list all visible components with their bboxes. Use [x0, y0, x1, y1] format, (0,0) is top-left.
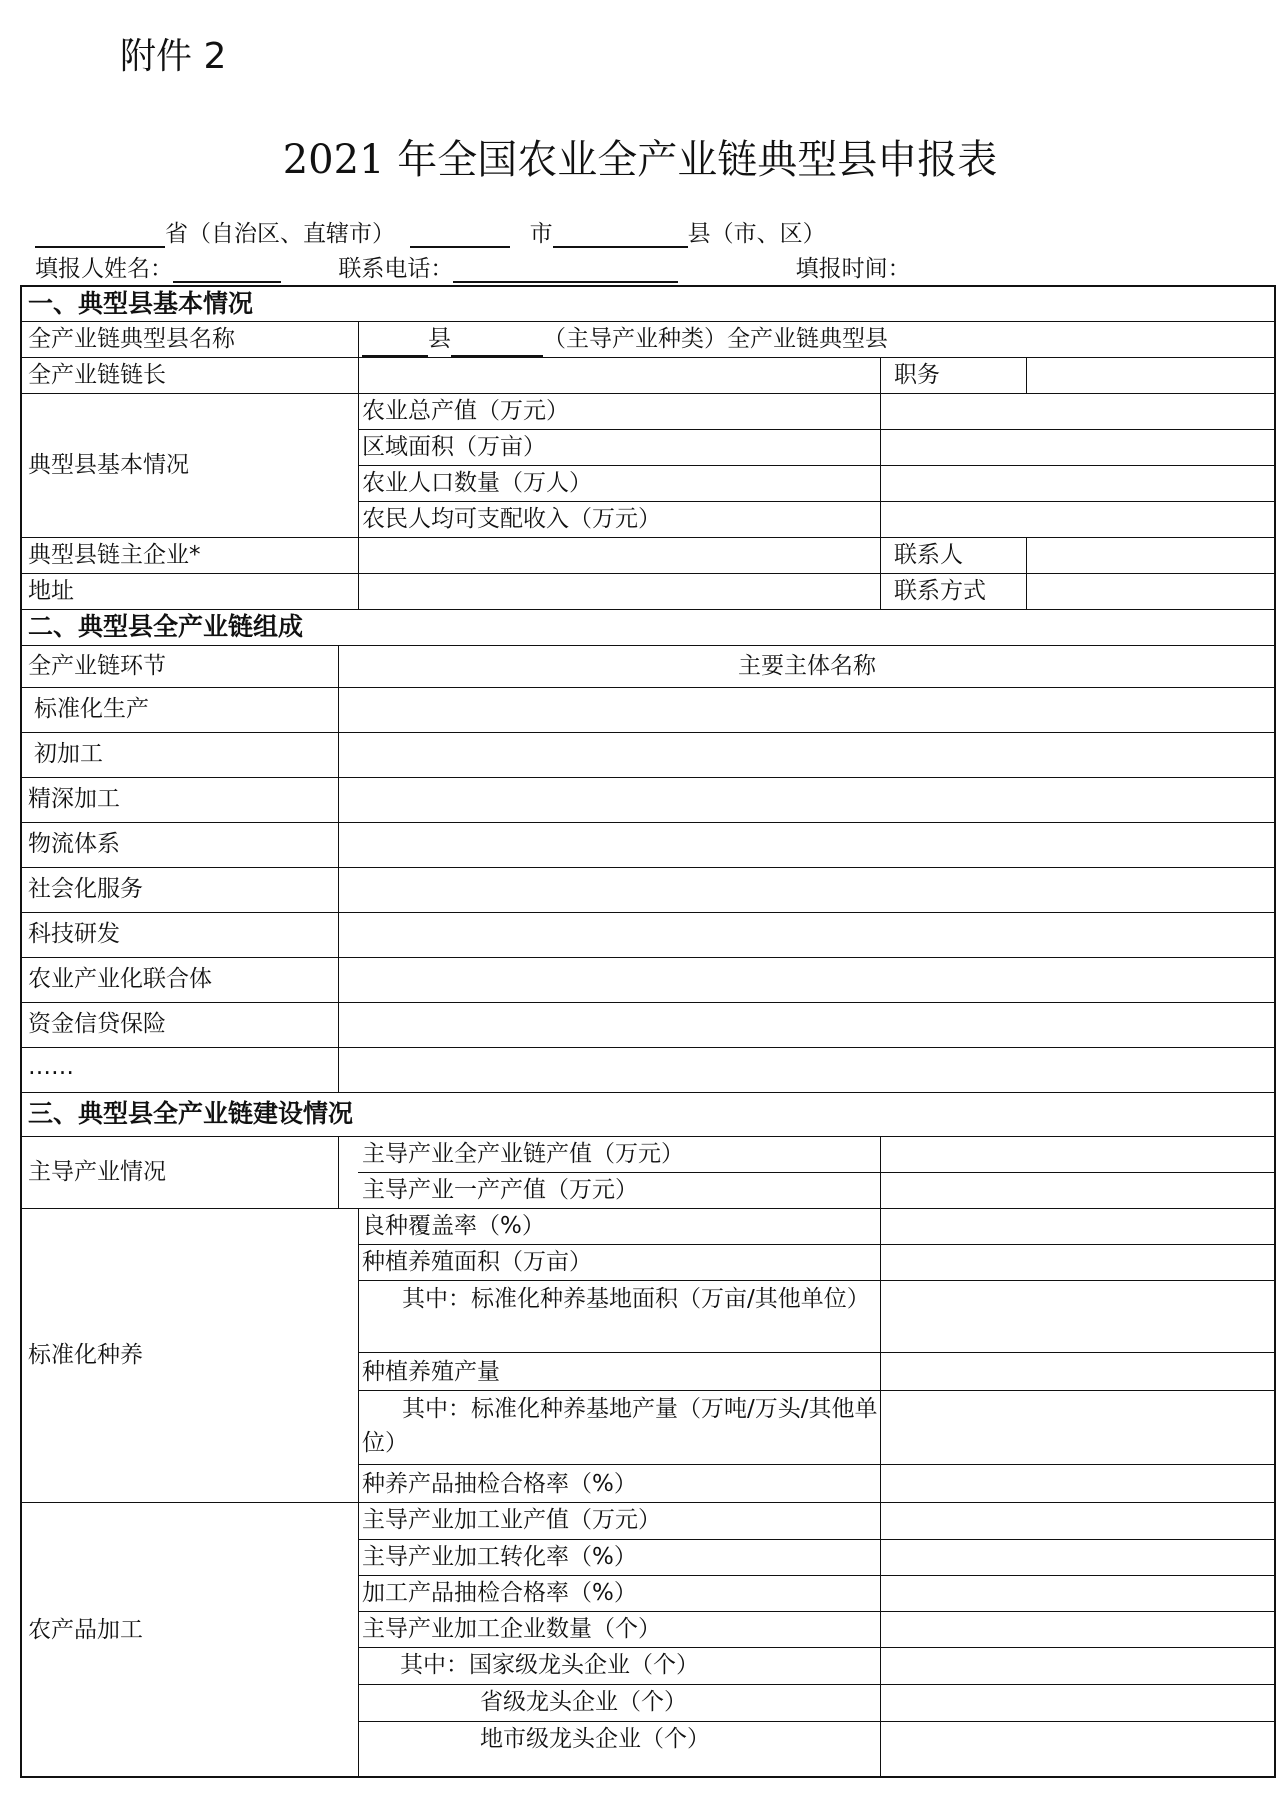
phone-label: 联系电话：: [338, 256, 454, 282]
typical-county-name-label: 全产业链典型县名称: [28, 326, 235, 352]
position-input[interactable]: [1028, 357, 1274, 393]
attachment-label: 附件 2: [120, 36, 227, 77]
link-industrial-consortium: 农业产业化联合体: [28, 966, 212, 992]
processing-enterprise-count-label: 主导产业加工企业数量（个）: [362, 1616, 661, 1642]
header-line-1: [35, 215, 826, 248]
provincial-leading-enterprise-label: 省级龙头企业（个）: [480, 1689, 687, 1715]
leading-chain-output-label: 主导产业全产业链产值（万元）: [362, 1141, 684, 1167]
province-fill-blank[interactable]: [410, 224, 510, 248]
agri-population-input[interactable]: [882, 465, 1274, 501]
leading-primary-output-input[interactable]: [882, 1172, 1274, 1208]
main-entity-column-header: 主要主体名称: [738, 653, 876, 679]
page-title: 2021 年全国农业全产业链典型县申报表: [282, 137, 998, 183]
seed-coverage-label: 良种覆盖率（%）: [362, 1213, 545, 1239]
processing-enterprise-count-input[interactable]: [882, 1611, 1274, 1647]
city-blank[interactable]: [553, 224, 688, 248]
link-deep-processing-input[interactable]: [340, 777, 1274, 822]
planting-area-label: 种植养殖面积（万亩）: [362, 1249, 592, 1275]
city-label: 市: [529, 221, 553, 247]
processing-output-input[interactable]: [882, 1502, 1274, 1539]
typical-county-name-field[interactable]: 县 （主导产业种类）全产业链典型县: [362, 321, 888, 357]
header-line-2: [35, 250, 911, 283]
link-more-input[interactable]: [340, 1047, 1274, 1092]
link-standard-production: 标准化生产: [34, 696, 149, 722]
chain-head-label: 全产业链链长: [28, 362, 166, 388]
filler-blank[interactable]: [173, 259, 281, 283]
filler-label: 填报人姓名：: [35, 256, 173, 282]
provincial-leading-enterprise-input[interactable]: [882, 1684, 1274, 1721]
lead-enterprise-label: 典型县链主企业*: [28, 542, 201, 568]
section1-heading: 一、典型县基本情况: [28, 289, 254, 318]
link-research: 科技研发: [28, 921, 120, 947]
link-finance-insurance-input[interactable]: [340, 1002, 1274, 1047]
national-leading-enterprise-input[interactable]: [882, 1647, 1274, 1684]
contact-method-label: 联系方式: [894, 578, 986, 604]
agri-processing-label: 农产品加工: [28, 1617, 143, 1643]
link-primary-processing-input[interactable]: [340, 732, 1274, 777]
chain-link-column-header: 全产业链环节: [28, 653, 166, 679]
area-input[interactable]: [882, 429, 1274, 465]
link-deep-processing: 精深加工: [28, 786, 120, 812]
link-logistics-input[interactable]: [340, 822, 1274, 867]
link-social-services: 社会化服务: [28, 876, 143, 902]
leading-primary-output-label: 主导产业一产产值（万元）: [362, 1177, 638, 1203]
agri-output-label: 农业总产值（万元）: [362, 398, 569, 424]
farmer-income-input[interactable]: [882, 501, 1274, 537]
leading-industry-label: 主导产业情况: [28, 1159, 166, 1185]
processed-inspection-rate-input[interactable]: [882, 1575, 1274, 1611]
agri-output-input[interactable]: [882, 393, 1274, 429]
link-primary-processing: 初加工: [34, 741, 103, 767]
chain-head-input[interactable]: [360, 357, 880, 393]
link-logistics: 物流体系: [28, 831, 120, 857]
planting-yield-label: 种植养殖产量: [362, 1359, 500, 1385]
standard-base-area-label: 其中：标准化种养基地面积（万亩/其他单位）: [402, 1286, 870, 1312]
area-label: 区域面积（万亩）: [362, 434, 546, 460]
seed-coverage-input[interactable]: [882, 1208, 1274, 1244]
link-industrial-consortium-input[interactable]: [340, 957, 1274, 1002]
position-label: 职务: [894, 362, 940, 388]
application-form-table: [20, 285, 1276, 1778]
contact-person-input[interactable]: [1028, 537, 1274, 573]
link-more: ……: [28, 1054, 74, 1080]
link-finance-insurance: 资金信贷保险: [28, 1011, 166, 1037]
contact-person-label: 联系人: [894, 542, 963, 568]
processing-output-label: 主导产业加工业产值（万元）: [362, 1507, 661, 1533]
province-blank[interactable]: [35, 224, 165, 248]
standard-base-area-input[interactable]: [882, 1280, 1274, 1352]
address-input[interactable]: [360, 573, 880, 609]
section2-heading: 二、典型县全产业链组成: [28, 612, 304, 641]
planting-yield-input[interactable]: [882, 1352, 1274, 1390]
section3-heading: 三、典型县全产业链建设情况: [28, 1099, 354, 1128]
planting-area-input[interactable]: [882, 1244, 1274, 1280]
product-inspection-rate-input[interactable]: [882, 1464, 1274, 1502]
standard-base-yield-label: 其中：标准化种养基地产量（万吨/万头/其他单位）: [362, 1396, 878, 1456]
agri-population-label: 农业人口数量（万人）: [362, 470, 592, 496]
national-leading-enterprise-label: 其中：国家级龙头企业（个）: [400, 1652, 699, 1678]
basic-situation-label: 典型县基本情况: [28, 452, 189, 478]
link-standard-production-input[interactable]: [340, 687, 1274, 732]
processed-inspection-rate-label: 加工产品抽检合格率（%）: [362, 1580, 637, 1606]
processing-conversion-input[interactable]: [882, 1539, 1274, 1575]
link-research-input[interactable]: [340, 912, 1274, 957]
link-social-services-input[interactable]: [340, 867, 1274, 912]
leading-chain-output-input[interactable]: [882, 1136, 1274, 1172]
province-label: 省（自治区、直辖市）: [165, 221, 395, 247]
processing-conversion-label: 主导产业加工转化率（%）: [362, 1544, 637, 1570]
standard-base-yield-input[interactable]: [882, 1390, 1274, 1464]
address-label: 地址: [28, 578, 74, 604]
farmer-income-label: 农民人均可支配收入（万元）: [362, 506, 661, 532]
standard-breeding-label: 标准化种养: [28, 1342, 143, 1368]
contact-method-input[interactable]: [1028, 573, 1274, 609]
product-inspection-rate-label: 种养产品抽检合格率（%）: [362, 1471, 637, 1497]
county-label: 县（市、区）: [687, 221, 826, 247]
municipal-leading-enterprise-label: 地市级龙头企业（个）: [480, 1726, 710, 1752]
date-label: 填报时间：: [795, 256, 911, 282]
phone-blank[interactable]: [453, 259, 678, 283]
lead-enterprise-input[interactable]: [360, 537, 880, 573]
municipal-leading-enterprise-input[interactable]: [882, 1721, 1274, 1758]
